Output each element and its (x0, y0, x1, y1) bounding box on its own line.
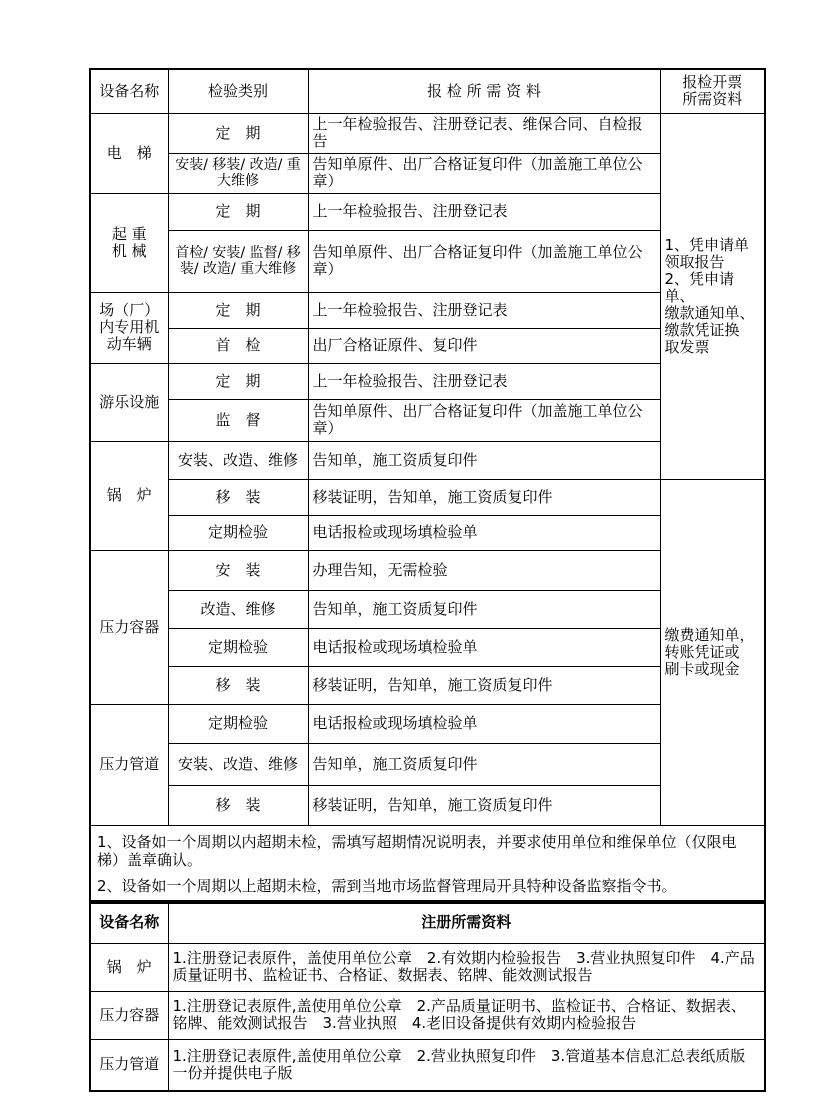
reg-materials-cell: 1.注册登记表原件,盖使用单位公章 2.营业执照复印件 3.管道基本信息汇总表纸质版一份并提供电子版 (168, 1039, 765, 1091)
header-device-name: 设备名称 (90, 69, 168, 113)
materials-cell: 电话报检或现场填检验单 (308, 515, 660, 550)
materials-cell: 上一年检验报告、注册登记表 (308, 363, 660, 399)
device-name-cell: 场（厂） 内专用机 动车辆 (90, 292, 168, 363)
reg-header-materials: 注册所需资料 (168, 901, 765, 943)
materials-cell: 电话报检或现场填检验单 (308, 704, 660, 743)
materials-cell: 移装证明，告知单，施工资质复印件 (308, 666, 660, 704)
registration-requirements-table (89, 900, 766, 1092)
table-row (90, 1039, 765, 1091)
device-name-cell: 起 重 机 械 (90, 193, 168, 292)
device-name-cell: 游乐设施 (90, 363, 168, 441)
materials-cell: 移装证明，告知单，施工资质复印件 (308, 479, 660, 515)
table-row (90, 991, 765, 1039)
reg-device-name-cell: 锅 炉 (90, 943, 168, 991)
reg-header-device-name: 设备名称 (90, 901, 168, 943)
category-cell: 定期检验 (168, 704, 308, 743)
materials-cell: 告知单原件、出厂合格证复印件（加盖施工单位公章） (308, 153, 660, 193)
category-cell: 定 期 (168, 363, 308, 399)
materials-cell: 告知单，施工资质复印件 (308, 743, 660, 785)
category-cell: 安 装 (168, 550, 308, 590)
category-cell: 定 期 (168, 193, 308, 230)
reg-device-name-cell: 压力容器 (90, 991, 168, 1039)
materials-cell: 上一年检验报告、注册登记表、维保合同、自检报告 (308, 113, 660, 153)
header-row (90, 69, 765, 113)
materials-cell: 电话报检或现场填检验单 (308, 628, 660, 666)
header-invoice-materials: 报检开票 所需资料 (660, 69, 765, 113)
reg-header-row (90, 901, 765, 943)
category-cell: 定 期 (168, 292, 308, 328)
notes-row (90, 825, 765, 903)
device-name-cell: 压力容器 (90, 550, 168, 704)
category-cell: 移 装 (168, 666, 308, 704)
materials-cell: 告知单原件、出厂合格证复印件（加盖施工单位公章） (308, 399, 660, 441)
note-1: 1、设备如一个周期以内超期未检，需填写超期情况说明表，并要求使用单位和维保单位（仅限电梯）盖章确认。 (97, 832, 737, 869)
materials-cell: 出厂合格证原件、复印件 (308, 328, 660, 363)
notes-cell (90, 825, 765, 903)
category-cell: 移 装 (168, 479, 308, 515)
category-cell: 定期检验 (168, 515, 308, 550)
materials-cell: 上一年检验报告、注册登记表 (308, 193, 660, 230)
materials-cell: 上一年检验报告、注册登记表 (308, 292, 660, 328)
category-cell: 安装/ 移装/ 改造/ 重大维修 (168, 153, 308, 193)
materials-cell: 告知单，施工资质复印件 (308, 590, 660, 628)
table-row (90, 113, 765, 153)
device-name-cell: 锅 炉 (90, 441, 168, 550)
category-cell: 定 期 (168, 113, 308, 153)
materials-cell: 移装证明，告知单，施工资质复印件 (308, 785, 660, 825)
materials-cell: 告知单原件、出厂合格证复印件（加盖施工单位公章） (308, 230, 660, 292)
category-cell: 安装、改造、维修 (168, 743, 308, 785)
table-row (90, 479, 765, 515)
device-name-cell: 电 梯 (90, 113, 168, 193)
category-cell: 改造、维修 (168, 590, 308, 628)
reg-device-name-cell: 压力管道 (90, 1039, 168, 1091)
category-cell: 首检/ 安装/ 监督/ 移装/ 改造/ 重大维修 (168, 230, 308, 292)
materials-cell: 告知单，施工资质复印件 (308, 441, 660, 479)
category-cell: 定期检验 (168, 628, 308, 666)
device-name-cell: 压力管道 (90, 704, 168, 825)
note-2: 2、设备如一个周期以上超期未检，需到当地市场监督管理局开具特种设备监察指令书。 (97, 876, 677, 895)
category-cell: 安装、改造、维修 (168, 441, 308, 479)
inspection-requirements-table (89, 68, 766, 904)
reg-materials-cell: 1.注册登记表原件,盖使用单位公章 2.产品质量证明书、监检证书、合格证、数据表、铭牌、能效测试报告 3.营业执照 4.老旧设备提供有效期内检验报告 (168, 991, 765, 1039)
invoice-materials-group-1: 1、凭申请单 领取报告 2、凭申请单、 缴款通知单、 缴款凭证换 取发票 (660, 113, 765, 479)
category-cell: 移 装 (168, 785, 308, 825)
reg-materials-cell: 1.注册登记表原件，盖使用单位公章 2.有效期内检验报告 3.营业执照复印件 4.产品质量证明书、监检证书、合格证、数据表、铭牌、能效测试报告 (168, 943, 765, 991)
invoice-materials-group-2: 缴费通知单， 转账凭证或 刷卡或现金 (660, 479, 765, 825)
category-cell: 首 检 (168, 328, 308, 363)
table-row (90, 943, 765, 991)
header-required-materials: 报 检 所 需 资 料 (308, 69, 660, 113)
header-inspection-type: 检验类别 (168, 69, 308, 113)
materials-cell: 办理告知，无需检验 (308, 550, 660, 590)
category-cell: 监 督 (168, 399, 308, 441)
